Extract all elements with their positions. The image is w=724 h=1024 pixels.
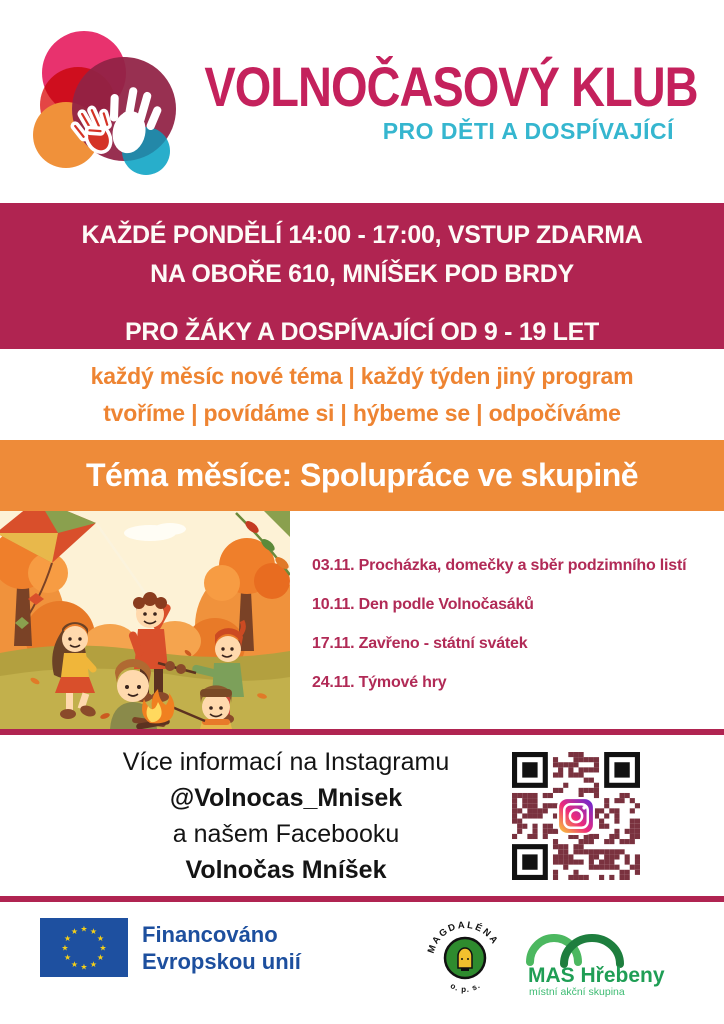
- month-program: [0, 511, 724, 729]
- svg-text:★: ★: [96, 934, 105, 943]
- magdalena-logo: [423, 914, 507, 1004]
- banner-line-address: NA OBOŘE 610, MNÍŠEK POD BRDY: [150, 260, 574, 288]
- mas-hrebeny-logo: [516, 920, 676, 1000]
- svg-text:★: ★: [80, 924, 88, 934]
- facebook-name: Volnočas Mníšek: [185, 855, 387, 884]
- taglines: [0, 349, 724, 440]
- svg-text:místní akční skupina: místní akční skupina: [529, 986, 625, 998]
- eu-text-line2: Evropskou unií: [142, 948, 301, 974]
- schedule-list: [290, 511, 724, 729]
- schedule-item: 10.11. Den podle Volnočasáků: [312, 596, 534, 613]
- svg-text:★: ★: [89, 927, 98, 937]
- svg-text:★: ★: [63, 934, 72, 943]
- header: [0, 0, 724, 203]
- svg-text:o. p. s.: o. p. s.: [448, 980, 483, 995]
- footer-logos: [0, 902, 724, 1024]
- hands-in-circles-icon: [24, 21, 192, 189]
- schedule-item: 17.11. Zavřeno - státní svátek: [312, 635, 528, 652]
- magdalena-ops-icon: [423, 914, 507, 1004]
- contact-line-instagram: Více informací na Instagramu: [122, 747, 450, 776]
- svg-text:★: ★: [80, 962, 88, 972]
- svg-text:MAGDALÉNA: MAGDALÉNA: [425, 919, 501, 955]
- eu-flag-icon: [40, 918, 128, 977]
- contact-section: [0, 735, 724, 896]
- theme-banner: [0, 440, 724, 511]
- info-banner: [0, 203, 724, 349]
- eu-text-line1: Financováno: [142, 921, 278, 947]
- autumn-children-illustration: [0, 511, 290, 729]
- svg-text:★: ★: [61, 943, 69, 953]
- club-logo: [24, 21, 192, 189]
- svg-text:MAS Hřebeny: MAS Hřebeny: [528, 964, 665, 987]
- qr-code: [512, 752, 640, 880]
- svg-text:★: ★: [70, 959, 79, 969]
- svg-text:★: ★: [96, 953, 105, 962]
- eu-funding-logo: [40, 918, 301, 977]
- schedule-item: 03.11. Procházka, domečky a sběr podzimního listí: [312, 557, 687, 574]
- contact-line-facebook: a našem Facebooku: [172, 819, 400, 848]
- banner-line-ages: PRO ŽÁKY A DOSPÍVAJÍCÍ OD 9 - 19 LET: [124, 318, 599, 346]
- contact-text: [60, 744, 512, 888]
- eu-funding-text: [142, 921, 301, 975]
- banner-line-schedule: KAŽDÉ PONDĚLÍ 14:00 - 17:00, VSTUP ZDARMA: [81, 221, 643, 249]
- mas-hrebeny-icon: [516, 920, 676, 1000]
- theme-title: Téma měsíce: Spolupráce ve skupině: [85, 457, 639, 493]
- svg-text:★: ★: [89, 959, 98, 969]
- schedule-item: 24.11. Týmové hry: [312, 674, 447, 691]
- title-block: [192, 55, 710, 144]
- qr-code-icon: [512, 752, 640, 880]
- tagline-2: tvoříme | povídáme si | hýbeme se | odpočíváme: [103, 399, 621, 426]
- tagline-1: každý měsíc nové téma | každý týden jiný program: [90, 362, 634, 389]
- svg-text:★: ★: [70, 927, 79, 937]
- instagram-icon: [557, 797, 595, 835]
- instagram-handle: @Volnocas_Mnisek: [169, 783, 403, 812]
- svg-text:★: ★: [63, 953, 72, 962]
- svg-text:★: ★: [99, 943, 107, 953]
- poster-title: VOLNOČASOVÝ KLUB: [204, 55, 698, 119]
- poster-subtitle: PRO DĚTI A DOSPÍVAJÍCÍ: [382, 117, 674, 144]
